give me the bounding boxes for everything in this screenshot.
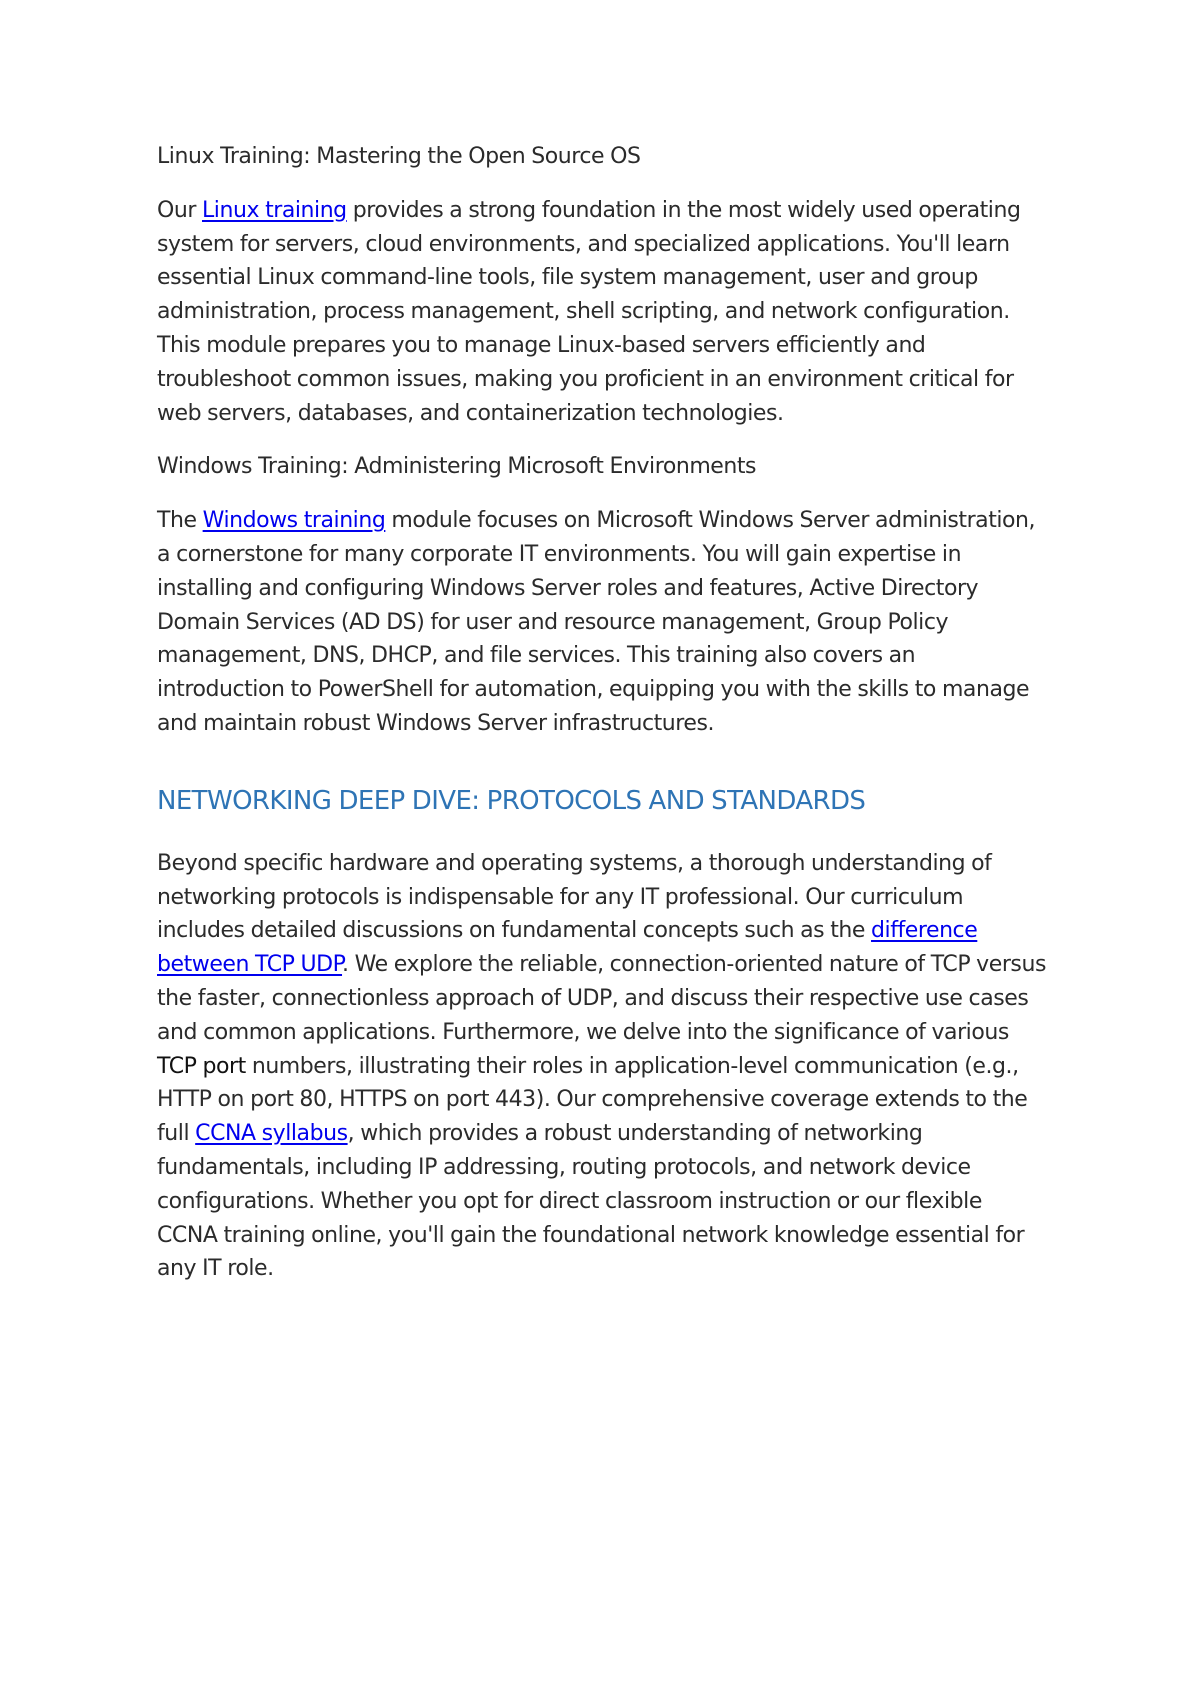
text-run: . We explore the reliable, connection-oriented nature of TCP versus the faster, connectionless approach of UDP, and discuss their respective use cases and common applications. Furthermore, we delve into the significance of various: [157, 952, 1046, 1045]
networking-paragraph: [157, 847, 1047, 1286]
text-run: numbers, illustrating their roles in application-level communication (e.g., HTTP on port 80, HTTPS on port 443). Our comprehensive coverage extends to the full: [157, 1053, 1028, 1147]
networking-heading: NETWORKING DEEP DIVE: PROTOCOLS AND STANDARDS: [157, 785, 866, 816]
tcp-port-term: TCP port: [157, 1053, 246, 1079]
linux-paragraph: [157, 194, 1047, 431]
linux-subheading: Linux Training: Mastering the Open Source OS: [157, 144, 641, 169]
text-run: provides a strong foundation in the most widely used operating system for servers, cloud environments, and specialized applications. You'll learn essential Linux command-line tools, file system management, user and group administration, process management, shell scripting, and network configuration. This module prepares you to manage Linux-based servers efficiently and troubleshoot common issues, making you proficient in an environment critical for web servers, databases, and containerization technologies.: [157, 197, 1021, 426]
text-run: , which provides a robust understanding of networking fundamentals, including IP addressing, routing protocols, and network device configurations. Whether you opt for direct classroom instruction or our flexible CCNA training online, you'll gain the foundational network knowledge essential for any IT role.: [157, 1121, 1025, 1282]
windows-paragraph: [157, 504, 1047, 741]
text-run: The: [157, 508, 203, 534]
windows-subheading: Windows Training: Administering Microsoft Environments: [157, 454, 757, 480]
text-run: module focuses on Microsoft Windows Server administration, a cornerstone for many corporate IT environments. You will gain expertise in installing and configuring Windows Server roles and features, Active Directory Domain Services (AD DS) for user and resource management, Group Policy management, DNS, DHCP, and file services. This training also covers an introduction to PowerShell for automation, equipping you with the skills to manage and maintain robust Windows Server infrastructures.: [157, 508, 1036, 736]
windows-training-link[interactable]: Windows training: [202, 508, 386, 534]
tcp-udp-difference-link[interactable]: difference between TCP UDP: [157, 918, 978, 978]
linux-training-link[interactable]: Linux training: [202, 197, 347, 223]
text-run: Our: [157, 197, 202, 223]
text-run: Beyond specific hardware and operating systems, a thorough understanding of networking protocols is indispensable for any IT professional. Our curriculum includes detailed discussions on fundamental concepts such as the: [157, 850, 992, 944]
document-page: [157, 140, 1047, 1306]
ccna-syllabus-link[interactable]: CCNA syllabus: [195, 1121, 348, 1147]
